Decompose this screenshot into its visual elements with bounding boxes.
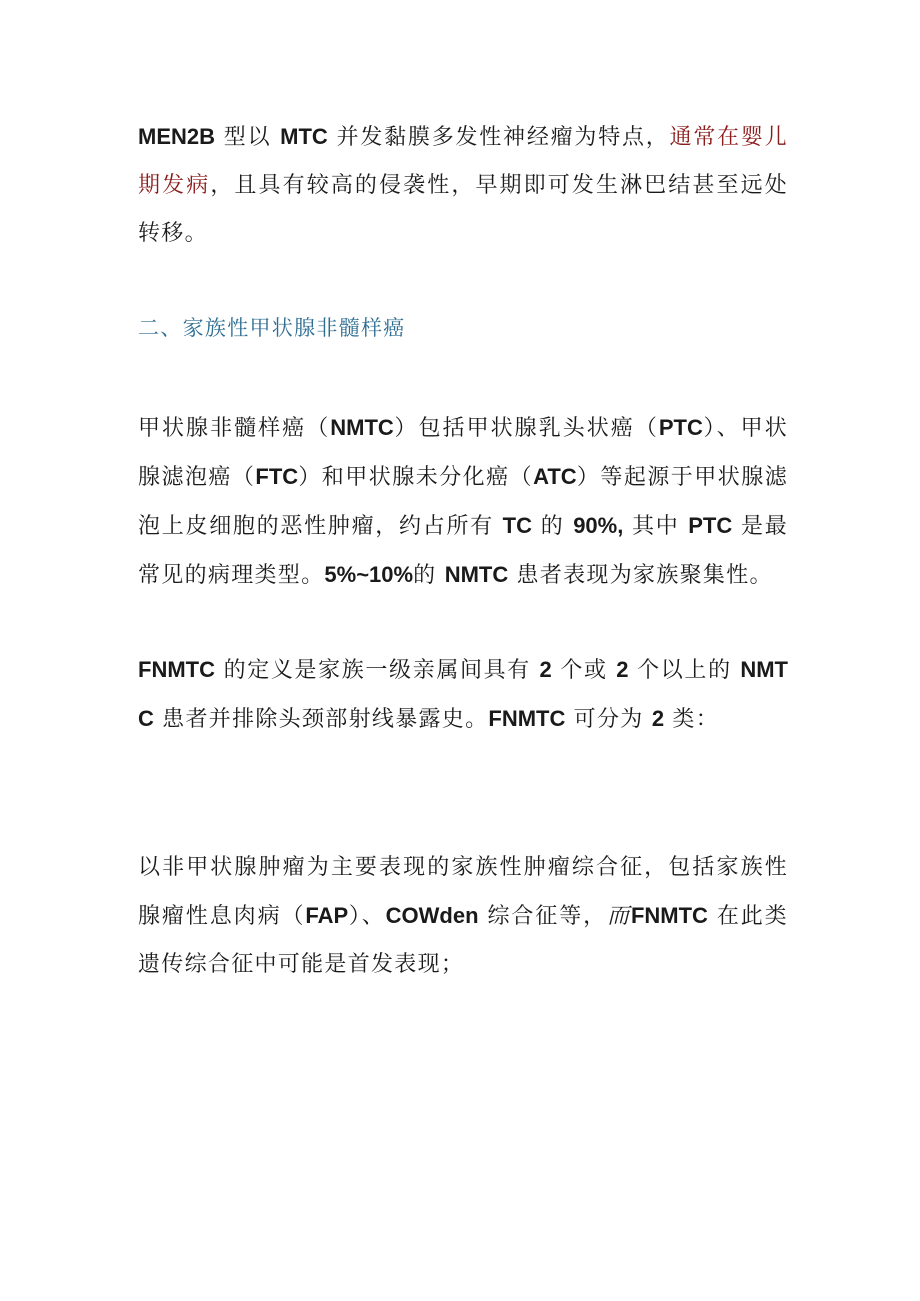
term-fnmtc: FNMTC <box>488 706 566 731</box>
term-atc: ATC <box>533 464 577 489</box>
paragraph-fnmtc-definition <box>138 646 788 744</box>
term-ptc: PTC <box>658 415 703 440</box>
text-segment: 患者表现为家族聚集性。 <box>508 563 773 588</box>
paragraph-nmtc <box>138 404 788 600</box>
paragraph-men2b <box>138 113 788 258</box>
text-segment-italic: 而 <box>607 904 631 929</box>
text-segment: 的定义是家族一级亲属间具有 <box>214 658 540 683</box>
term-cowden: COWden <box>385 903 479 928</box>
number: 2 <box>616 657 629 682</box>
percent-range: 5%~10% <box>324 562 414 587</box>
number: 2 <box>651 706 665 731</box>
text-segment: 并发黏膜多发性神经瘤为特点， <box>327 125 670 150</box>
text-segment: 其中 <box>623 514 689 539</box>
term-nmtc: NMTC <box>138 657 788 731</box>
text-segment: ）、甲状腺滤泡癌（ <box>138 416 788 490</box>
text-segment: 在此类遗传综合征中可能是首发表现； <box>138 904 788 977</box>
number: 2 <box>539 657 552 682</box>
text-segment: 型以 <box>215 125 281 150</box>
term-fap: FAP <box>305 903 349 928</box>
term-fnmtc: FNMTC <box>138 657 215 682</box>
term-nmtc: NMTC <box>444 562 509 587</box>
text-segment: ）和甲状腺未分化癌（ <box>298 465 534 490</box>
term-ftc: FTC <box>255 464 299 489</box>
document-body <box>138 113 788 989</box>
text-segment: ）等起源于甲状腺滤泡上皮细胞的恶性肿瘤，约占所有 <box>138 465 788 539</box>
text-segment: 类： <box>664 707 720 732</box>
text-segment: 的 <box>532 514 574 539</box>
text-segment: 甲状腺非髓样癌（ <box>138 416 331 441</box>
term-mtc: MTC <box>280 124 328 149</box>
text-segment: 个或 <box>551 658 617 683</box>
paragraph-syndromes <box>138 844 788 989</box>
highlighted-text: 通常在婴儿期发病 <box>138 125 788 198</box>
term-ptc: PTC <box>688 513 733 538</box>
percent-value: 90%, <box>573 513 624 538</box>
term-men2b: MEN2B <box>138 124 216 149</box>
text-segment: 可分为 <box>565 707 652 732</box>
text-segment: 的 <box>413 563 445 588</box>
text-segment: 以非甲状腺肿瘤为主要表现的家族性肿瘤综合征，包括家族性腺瘤性息肉病（ <box>138 855 788 929</box>
text-segment: 综合征等， <box>478 904 608 929</box>
text-segment: ，且具有较高的侵袭性，早期即可发生淋巴结甚至远处转移。 <box>138 173 788 246</box>
text-segment: 是最常见的病理类型。 <box>138 514 789 588</box>
text-segment: ）包括甲状腺乳头状癌（ <box>393 416 659 441</box>
text-segment: 患者并排除头颈部射线暴露史。 <box>153 707 489 732</box>
section-heading: 二、家族性甲状腺非髓样癌 <box>138 316 406 340</box>
term-nmtc: NMTC <box>330 415 394 440</box>
text-segment: ）、 <box>348 904 386 929</box>
text-segment: 个以上的 <box>628 658 741 683</box>
term-tc: TC <box>502 513 532 538</box>
term-fnmtc: FNMTC <box>630 903 708 928</box>
